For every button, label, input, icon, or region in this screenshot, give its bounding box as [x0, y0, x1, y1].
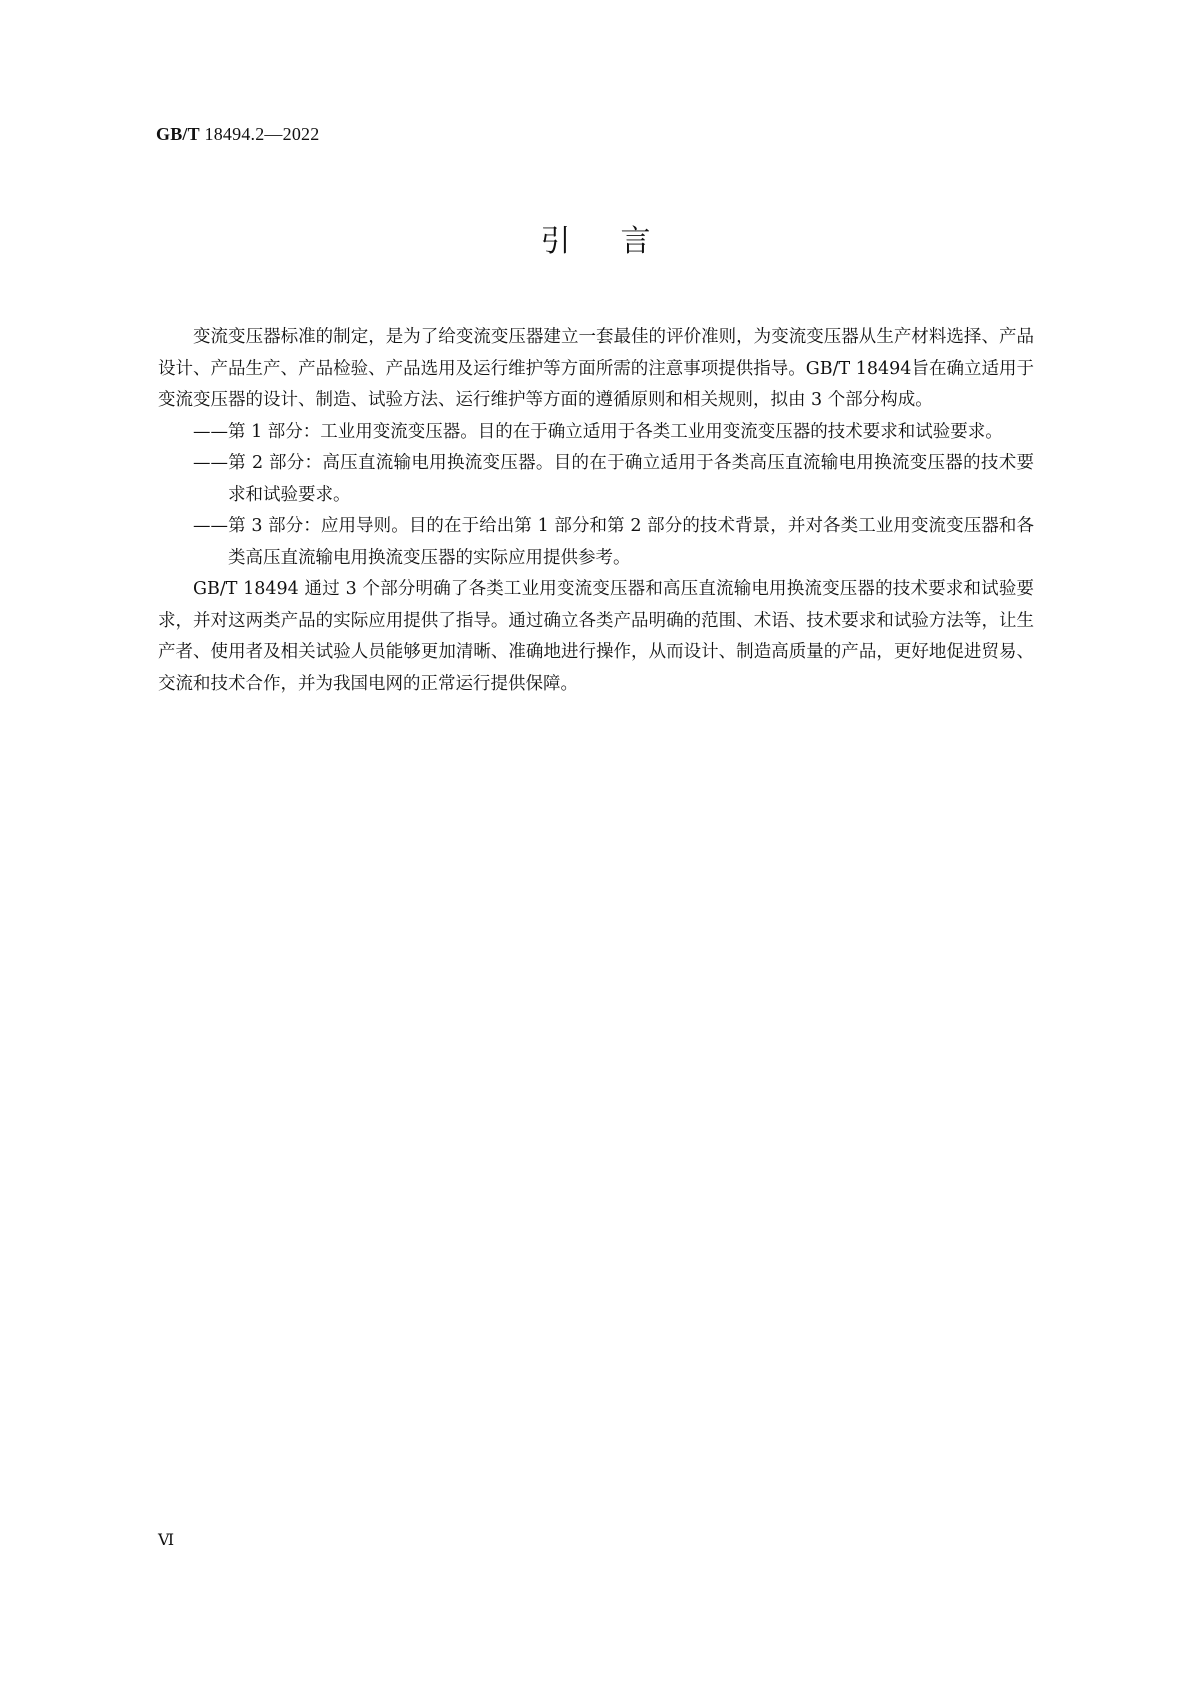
closing-paragraph: GB/T 18494 通过 3 个部分明确了各类工业用变流变压器和高压直流输电用换流变压器的技术要求和试验要求，并对这两类产品的实际应用提供了指导。通过确立各类产品明确的范围、术语、技术要求和试验方法等，让生产者、使用者及相关试验人员能够更加清晰、准确地进行操作，从而设计、制造高质量的产品，更好地促进贸易、交流和技术合作，并为我国电网的正常运行提供保障。	[158, 579, 1034, 694]
introduction-body	[158, 322, 1034, 700]
standard-code-prefix: GB/T	[156, 124, 200, 144]
intro-paragraph: 变流变压器标准的制定，是为了给变流变压器建立一套最佳的评价准则，为变流变压器从生产材料选择、产品设计、产品生产、产品检验、产品选用及运行维护等方面所需的注意事项提供指导。GB/T 18494旨在确立适用于变流变压器的设计、制造、试验方法、运行维护等方面的遵循原则和相关规则，拟由 3 个部分构成。	[158, 327, 1034, 410]
page-number: Ⅵ	[158, 1532, 175, 1549]
page-title: 引言	[540, 224, 701, 259]
part-item-2: ——第 2 部分：高压直流输电用换流变压器。目的在于确立适用于各类高压直流输电用换流变压器的技术要求和试验要求。	[193, 453, 1034, 505]
standard-code-number: 18494.2—2022	[204, 124, 320, 144]
standard-code	[156, 124, 319, 145]
part-item-1: ——第 1 部分：工业用变流变压器。目的在于确立适用于各类工业用变流变压器的技术要求和试验要求。	[193, 421, 1003, 442]
part-item-3: ——第 3 部分：应用导则。目的在于给出第 1 部分和第 2 部分的技术背景，并对各类工业用变流变压器和各类高压直流输电用换流变压器的实际应用提供参考。	[193, 516, 1034, 568]
